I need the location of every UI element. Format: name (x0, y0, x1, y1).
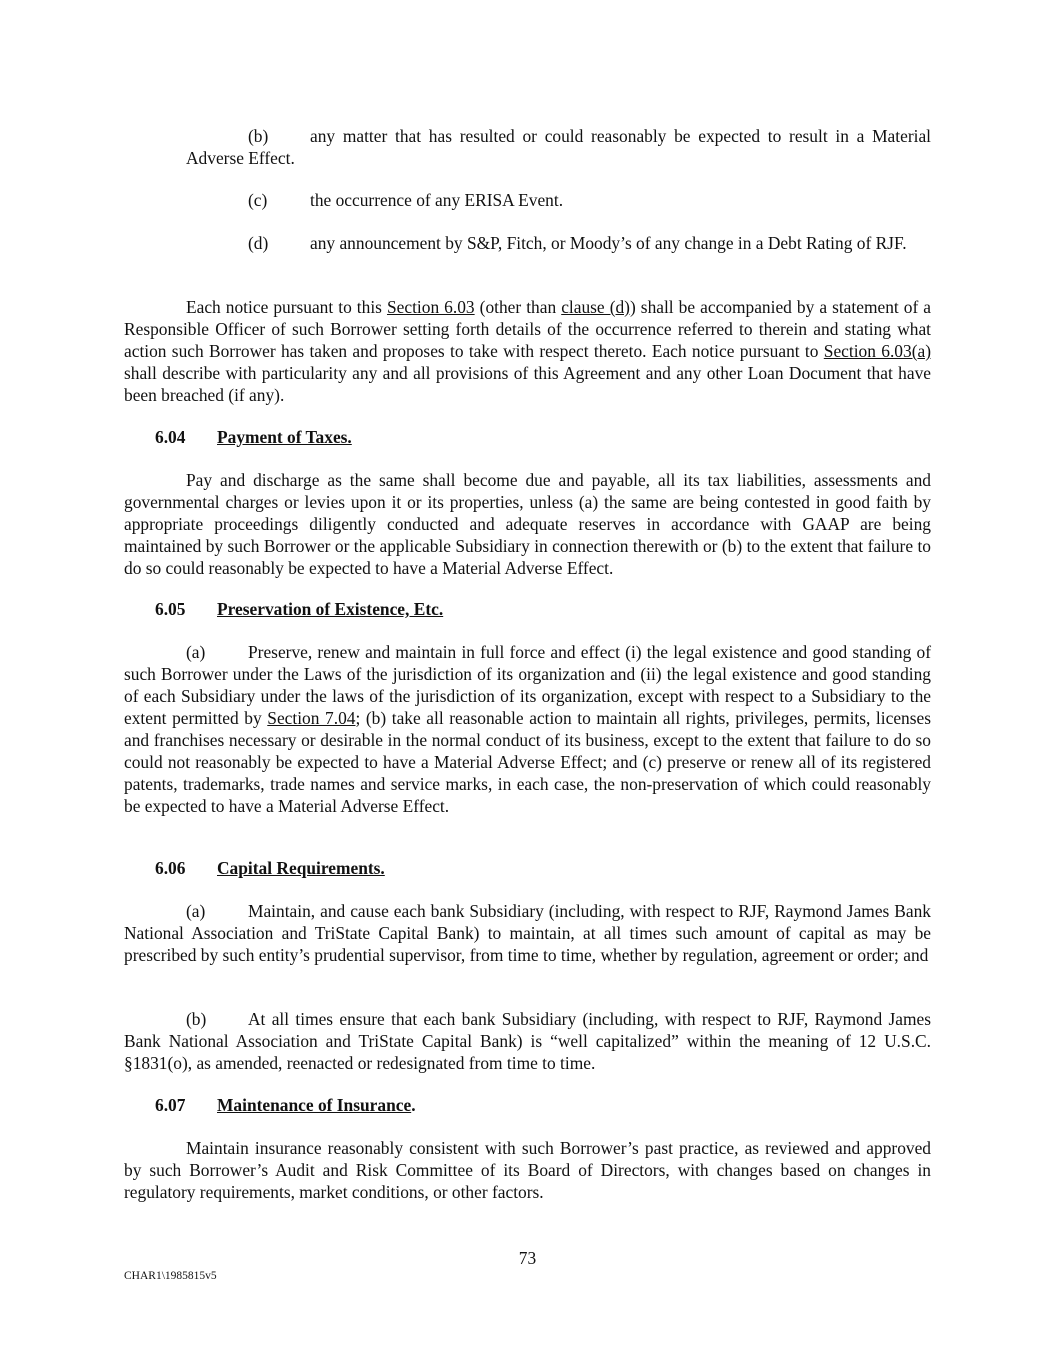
section-title-suffix: . (411, 1095, 416, 1115)
section-6-05-text-1: Preserve, renew and maintain in full force and effect (i) the legal existence and good standing of such Borrower under the Laws of the jurisdiction of its organization and (ii) the legal existence and good standing of each Subsidiary under the laws of the jurisdiction of its organization, except with respect to a Subsidiary to the extent permitted by (124, 642, 931, 728)
section-6-03-link[interactable]: Section 6.03 (386, 297, 475, 317)
section-6-07-heading (155, 1094, 416, 1116)
section-6-04-heading (155, 426, 352, 448)
clause-label: (b) (186, 1009, 207, 1029)
section-number: 6.06 (155, 858, 186, 878)
page-number: 73 (518, 1248, 537, 1268)
section-number: 6.04 (155, 427, 186, 447)
section-number: 6.07 (155, 1095, 186, 1115)
section-number: 6.05 (155, 599, 186, 619)
clause-label: (a) (186, 642, 206, 662)
clause-label: (a) (186, 901, 206, 921)
section-6-05-heading (155, 598, 443, 620)
section-6-06-clause-b (124, 1008, 931, 1074)
clause-d (124, 232, 931, 254)
clause-b-label: (b) (248, 126, 269, 146)
clause-b (124, 125, 931, 169)
document-id: CHAR1\1985815v5 (124, 1270, 217, 1282)
section-6-03a-link[interactable]: Section 6.03(a) (823, 341, 931, 361)
notice-text-2: (other than (474, 297, 562, 317)
section-6-05-body (124, 641, 931, 817)
notice-text-4: shall describe with particularity any and all provisions of this Agreement and any other Loan Document that have been breached (if any). (124, 363, 931, 405)
clause-d-text: any announcement by S&P, Fitch, or Moody’s of any change in a Debt Rating of RJF. (310, 233, 907, 253)
section-6-07-body: Maintain insurance reasonably consistent with such Borrower’s past practice, as reviewed and approved by such Borrower’s Audit and Risk Committee of its Board of Directors, with changes based on changes in regulatory requirements, market conditions, or other factors. (124, 1138, 931, 1202)
section-6-04-body: Pay and discharge as the same shall become due and payable, all its tax liabilities, assessments and governmental charges or levies upon it or its properties, unless (a) the same are being contested in good faith by appropriate proceedings diligently conducted and adequate reserves in accordance with GAAP are being maintained by such Borrower or the applicable Subsidiary in connection therewith or (b) to the extent that failure to do so could reasonably be expected to have a Material Adverse Effect. (124, 470, 931, 578)
clause-d-label: (d) (248, 233, 269, 253)
clause-d-link[interactable]: clause (d) (561, 297, 630, 317)
section-6-05-text-2: ; (b) take all reasonable action to maintain all rights, privileges, permits, licenses and franchises necessary or desirable in the normal conduct of its business, except to the extent that failure to do so could not reasonably be expected to have a Material Adverse Effect; and (c) preserve or renew all of its registered patents, trademarks, trade names and service marks, in each case, the non-preservation of which could reasonably be expected to have a Material Adverse Effect. (124, 708, 931, 816)
notice-paragraph (124, 296, 931, 406)
section-title: Maintenance of Insurance (217, 1095, 412, 1115)
section-title: Preservation of Existence, Etc. (217, 599, 444, 619)
section-6-06-heading (155, 857, 385, 879)
clause-text: Maintain, and cause each bank Subsidiary (including, with respect to RJF, Raymond James Bank National Association and TriState Capital Bank) to maintain, at all times such amount of capital as may be prescribed by such entity’s prudential supervisor, from time to time, whether by regulation, agreement or order; and (124, 901, 931, 965)
clause-c-text: the occurrence of any ERISA Event. (310, 190, 564, 210)
clause-b-text: any matter that has resulted or could reasonably be expected to result in a Material Adverse Effect. (186, 126, 931, 168)
section-title: Payment of Taxes. (217, 427, 352, 447)
section-7-04-link[interactable]: Section 7.04 (267, 708, 356, 728)
clause-c-label: (c) (248, 190, 268, 210)
section-title: Capital Requirements. (217, 858, 385, 878)
clause-text: At all times ensure that each bank Subsidiary (including, with respect to RJF, Raymond James Bank National Association and TriState Capital Bank) is “well capitalized” within the meaning of 12 U.S.C. §1831(o), as amended, reenacted or redesignated from time to time. (124, 1009, 931, 1073)
notice-text-1: Each notice pursuant to this (186, 297, 387, 317)
notice-text-3: ) shall be accompanied by a statement of a Responsible Officer of such Borrower setting forth details of the occurrence referred to therein and stating what action such Borrower has taken and proposes to take with respect thereto. Each notice pursuant to (124, 297, 931, 361)
clause-c (124, 189, 931, 211)
section-6-06-clause-a (124, 900, 931, 966)
